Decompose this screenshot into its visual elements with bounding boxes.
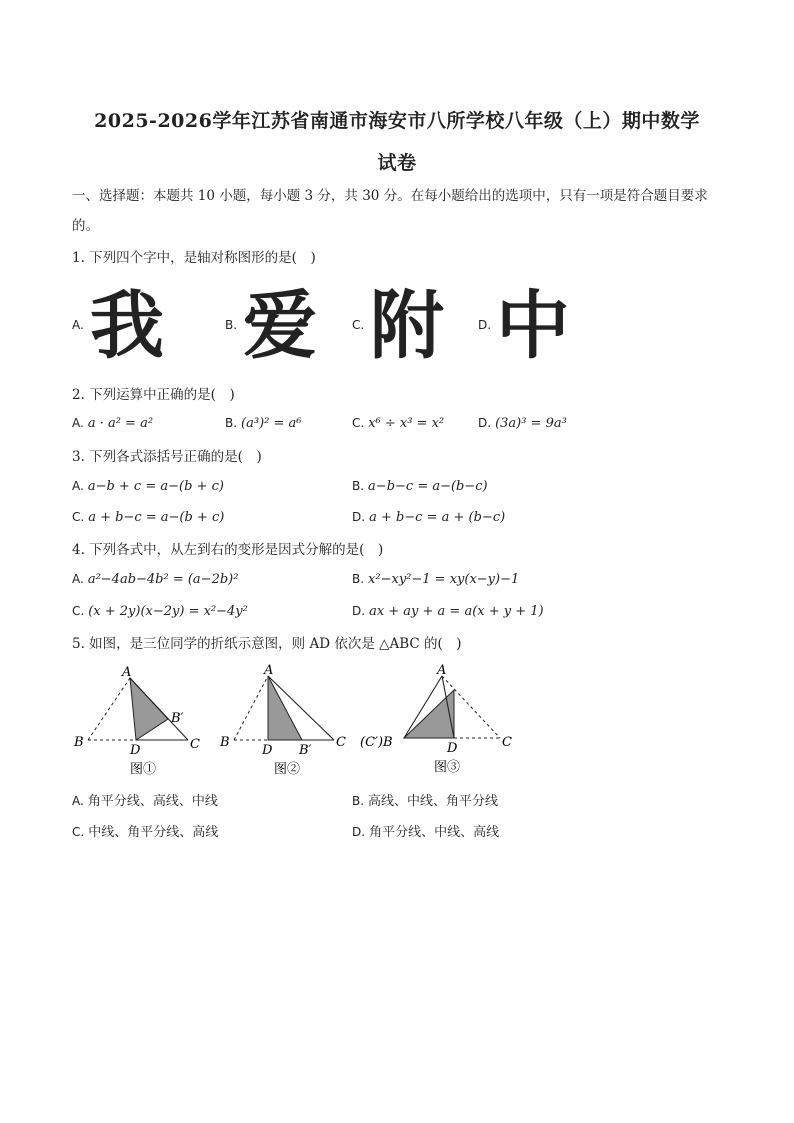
section-header: 一、选择题：本题共 10 小题，每小题 3 分，共 30 分。在每小题给出的选项中，只有一项是符合题目要求 (72, 188, 708, 204)
fig2-label-c: C (336, 735, 346, 750)
q1-option-a-label: A. (72, 318, 84, 332)
question-5-stem: 5. 如图，是三位同学的折纸示意图，则 AD 依次是 △ABC 的( ) (72, 636, 462, 652)
q1-option-d-char: 中 (496, 283, 570, 369)
fig2-label-d: D (262, 743, 273, 758)
fold-figure-2 (216, 662, 356, 780)
q1-option-c-char: 附 (370, 283, 444, 369)
fig1-label-a: A (122, 665, 132, 680)
q5-option-a: A. 角平分线、高线、中线 (72, 794, 218, 809)
q1-option-d-label: D. (478, 318, 492, 332)
fig1-label-d: D (130, 743, 141, 758)
question-4-stem: 4. 下列各式中，从左到右的变形是因式分解的是( ) (72, 542, 384, 558)
q1-option-a-char: 我 (90, 283, 164, 369)
fig2-label-bprime: B′ (299, 743, 312, 758)
fig2-caption: 图② (274, 762, 301, 777)
fig1-label-bprime: B′ (171, 711, 184, 726)
q4-option-a: A. a²−4ab−4b² = (a−2b)² (72, 572, 239, 587)
fig3-label-b: (C′)B (360, 735, 393, 750)
q4-option-b: B. x²−xy²−1 = xy(x−y)−1 (352, 572, 520, 587)
q4-option-c: C. (x + 2y)(x−2y) = x²−4y² (72, 604, 248, 619)
q2-option-a: A. a · a² = a² (72, 416, 154, 431)
q2-option-c: C. x⁶ ÷ x³ = x² (352, 416, 445, 431)
fig1-label-c: C (190, 737, 200, 752)
q1-option-b-char: 爱 (243, 283, 317, 369)
question-3-stem: 3. 下列各式添括号正确的是( ) (72, 449, 262, 465)
fig1-caption: 图① (130, 762, 157, 777)
fig3-label-a: A (437, 663, 447, 678)
q3-option-d: D. a + b−c = a + (b−c) (352, 510, 506, 525)
fold-figure-1 (70, 662, 210, 780)
section-header-continued: 的。 (72, 218, 99, 234)
fig2-label-a: A (264, 663, 274, 678)
question-2-stem: 2. 下列运算中正确的是( ) (72, 387, 235, 403)
fold-figure-3 (358, 660, 518, 780)
q1-option-c-label: C. (352, 318, 365, 332)
fig3-label-d: D (447, 741, 458, 756)
fig3-label-c: C (502, 735, 512, 750)
fig1-label-b: B (74, 735, 84, 750)
q3-option-a: A. a−b + c = a−(b + c) (72, 479, 224, 494)
question-1-stem: 1. 下列四个字中，是轴对称图形的是( ) (72, 250, 316, 266)
q3-option-c: C. a + b−c = a−(b + c) (72, 510, 225, 525)
q2-option-b: B. (a³)² = a⁶ (225, 416, 302, 431)
q1-option-b-label: B. (225, 318, 238, 332)
fig3-caption: 图③ (434, 760, 461, 775)
q5-option-c: C. 中线、角平分线、高线 (72, 825, 219, 840)
q4-option-d: D. ax + ay + a = a(x + y + 1) (352, 604, 544, 619)
q5-option-d: D. 角平分线、中线、高线 (352, 825, 500, 840)
q3-option-b: B. a−b−c = a−(b−c) (352, 479, 488, 494)
q2-option-d: D. (3a)³ = 9a³ (478, 416, 567, 431)
page-title: 2025-2026学年江苏省南通市海安市八所学校八年级（上）期中数学 (94, 110, 700, 132)
fig2-label-b: B (220, 735, 230, 750)
q5-option-b: B. 高线、中线、角平分线 (352, 794, 499, 809)
page-title-continued: 试卷 (377, 152, 417, 174)
